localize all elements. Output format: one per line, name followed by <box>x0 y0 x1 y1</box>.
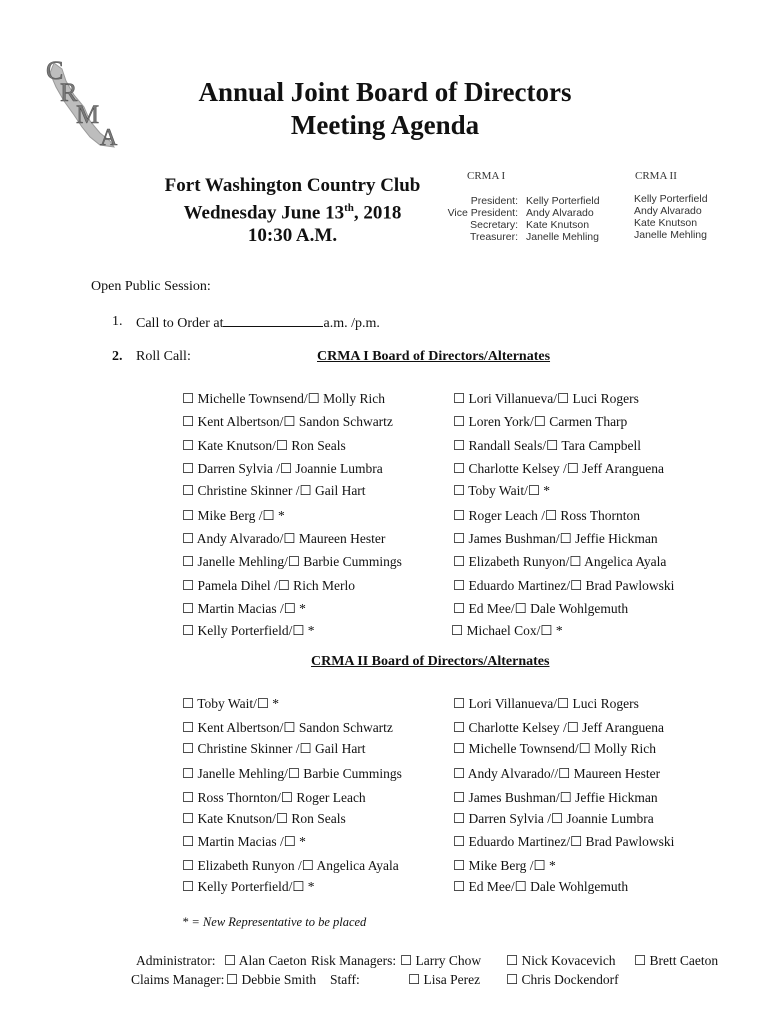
roll-call-entry[interactable]: ☐ Janelle Mehling/☐ Barbie Cummings <box>182 766 402 781</box>
risk-manager-entry[interactable]: ☐ Nick Kovacevich <box>506 953 616 968</box>
roll-call-entry[interactable]: ☐ Roger Leach /☐ Ross Thornton <box>453 508 641 523</box>
roll-call-entry[interactable]: ☐ Janelle Mehling/☐ Barbie Cummings <box>182 554 402 569</box>
venue-name: Fort Washington Country Club <box>164 175 421 196</box>
roll-call-entry[interactable]: ☐ Darren Sylvia /☐ Joannie Lumbra <box>182 461 383 476</box>
claims-manager-entry[interactable]: ☐ Debbie Smith <box>226 972 317 987</box>
risk-managers-label: Risk Managers: <box>311 953 397 968</box>
date-ordinal: th <box>344 202 354 214</box>
roll-call-entry[interactable]: ☐ Kelly Porterfield/☐ * <box>182 879 315 894</box>
item-number: 1. <box>112 314 123 329</box>
officer-name: Kate Knutson <box>634 217 698 229</box>
roll-call-entry[interactable]: ☐ Charlotte Kelsey /☐ Jeff Aranguena <box>453 720 665 735</box>
roll-call-entry[interactable]: ☐ Pamela Dihel /☐ Rich Merlo <box>182 578 356 593</box>
date-text: Wednesday June 13 <box>183 202 345 224</box>
crma1-officer-labels <box>440 195 518 243</box>
crma-logo <box>40 55 128 150</box>
roll-call-entry[interactable]: ☐ Christine Skinner /☐ Gail Hart <box>182 483 366 498</box>
roll-call-entry[interactable]: ☐ Lori Villanueva/☐ Luci Rogers <box>453 696 639 711</box>
roll-call-entry[interactable]: ☐ Michelle Townsend/☐ Molly Rich <box>182 391 385 406</box>
svg-text:A: A <box>100 125 118 150</box>
roll-call-entry[interactable]: ☐ Martin Macias /☐ * <box>182 601 306 616</box>
administrator-label: Administrator: <box>136 953 216 968</box>
item-number: 2. <box>112 349 123 364</box>
roll-call-entry[interactable]: ☐ James Bushman/☐ Jeffie Hickman <box>453 531 658 546</box>
crma2-board-heading: CRMA II Board of Directors/Alternates <box>311 654 550 669</box>
roll-call-entry[interactable]: ☐ James Bushman/☐ Jeffie Hickman <box>453 790 658 805</box>
roll-call-entry[interactable]: ☐ Randall Seals/☐ Tara Campbell <box>453 438 641 453</box>
officer-name: Kate Knutson <box>526 219 590 231</box>
officer-label: President: <box>470 195 518 207</box>
roll-call-entry[interactable]: ☐ Michael Cox/☐ * <box>451 623 563 638</box>
crma1-officers-heading: CRMA I <box>467 170 506 182</box>
crma1-officer-names <box>526 195 600 243</box>
session-heading: Open Public Session: <box>91 279 211 294</box>
meeting-venue-block <box>140 174 445 247</box>
claims-manager-label: Claims Manager: <box>131 972 225 987</box>
title-line-2: Meeting Agenda <box>290 110 480 140</box>
staff-entry[interactable]: ☐ Lisa Perez <box>408 972 481 987</box>
roll-call-entry[interactable]: ☐ Michelle Townsend/☐ Molly Rich <box>453 741 656 756</box>
roll-call-entry[interactable]: ☐ Mike Berg /☐ * <box>453 858 556 873</box>
roll-call-entry[interactable]: ☐ Kent Albertson/☐ Sandon Schwartz <box>182 414 393 429</box>
svg-text:R: R <box>60 78 78 107</box>
administrator-entry[interactable]: ☐ Alan Caeton <box>224 953 307 968</box>
officer-name: Janelle Mehling <box>526 231 599 243</box>
svg-text:M: M <box>76 100 100 129</box>
roll-call-entry[interactable]: ☐ Darren Sylvia /☐ Joannie Lumbra <box>453 811 654 826</box>
officer-name: Kelly Porterfield <box>634 193 708 205</box>
crma1-board-heading: CRMA I Board of Directors/Alternates <box>317 349 551 364</box>
officer-label: Treasurer: <box>469 231 518 243</box>
crma2-officer-names <box>634 193 708 241</box>
officer-label: Secretary: <box>470 219 518 231</box>
call-to-order-label: Call to Order at <box>136 316 224 331</box>
roll-call-entry[interactable]: ☐ Lori Villanueva/☐ Luci Rogers <box>453 391 639 406</box>
call-to-order-item <box>136 314 380 332</box>
title-line-1: Annual Joint Board of Directors <box>198 77 572 107</box>
roll-call-entry[interactable]: ☐ Martin Macias /☐ * <box>182 834 306 849</box>
date-year: , 2018 <box>353 202 402 224</box>
roll-call-entry[interactable]: ☐ Elizabeth Runyon/☐ Angelica Ayala <box>453 554 667 569</box>
roll-call-label: Roll Call: <box>136 349 191 364</box>
new-representative-note: * = New Representative to be placed <box>182 915 367 929</box>
roll-call-entry[interactable]: ☐ Andy Alvarado//☐ Maureen Hester <box>453 766 661 781</box>
crma2-officers-heading: CRMA II <box>635 170 677 182</box>
risk-manager-entry[interactable]: ☐ Larry Chow <box>400 953 482 968</box>
roll-call-entry[interactable]: ☐ Eduardo Martinez/☐ Brad Pawlowski <box>453 578 675 593</box>
staff-entry[interactable]: ☐ Chris Dockendorf <box>506 972 619 987</box>
ampm-label: a.m. /p.m. <box>323 316 380 331</box>
roll-call-entry[interactable]: ☐ Mike Berg /☐ * <box>182 508 285 523</box>
svg-text:C: C <box>46 56 64 85</box>
roll-call-entry[interactable]: ☐ Andy Alvarado/☐ Maureen Hester <box>182 531 386 546</box>
roll-call-entry[interactable]: ☐ Ed Mee/☐ Dale Wohlgemuth <box>453 601 629 616</box>
roll-call-entry[interactable]: ☐ Toby Wait/☐ * <box>182 696 280 711</box>
roll-call-entry[interactable]: ☐ Kelly Porterfield/☐ * <box>182 623 315 638</box>
agenda-title <box>130 76 640 142</box>
roll-call-entry[interactable]: ☐ Kent Albertson/☐ Sandon Schwartz <box>182 720 393 735</box>
roll-call-entry[interactable]: ☐ Christine Skinner /☐ Gail Hart <box>182 741 366 756</box>
roll-call-entry[interactable]: ☐ Toby Wait/☐ * <box>453 483 551 498</box>
risk-manager-entry[interactable]: ☐ Brett Caeton <box>634 953 719 968</box>
roll-call-entry[interactable]: ☐ Ed Mee/☐ Dale Wohlgemuth <box>453 879 629 894</box>
officer-name: Janelle Mehling <box>634 229 707 241</box>
roll-call-entry[interactable]: ☐ Charlotte Kelsey /☐ Jeff Aranguena <box>453 461 665 476</box>
roll-call-entry[interactable]: ☐ Ross Thornton/☐ Roger Leach <box>182 790 366 805</box>
meeting-date <box>140 197 445 224</box>
roll-call-entry[interactable]: ☐ Kate Knutson/☐ Ron Seals <box>182 438 346 453</box>
officer-name: Kelly Porterfield <box>526 195 600 207</box>
officer-name: Andy Alvarado <box>634 205 702 217</box>
officer-name: Andy Alvarado <box>526 207 594 219</box>
roll-call-entry[interactable]: ☐ Elizabeth Runyon /☐ Angelica Ayala <box>182 858 399 873</box>
roll-call-entry[interactable]: ☐ Eduardo Martinez/☐ Brad Pawlowski <box>453 834 675 849</box>
staff-label: Staff: <box>330 972 360 987</box>
roll-call-entry[interactable]: ☐ Kate Knutson/☐ Ron Seals <box>182 811 346 826</box>
meeting-time: 10:30 A.M. <box>247 225 338 247</box>
time-blank-line <box>223 314 323 327</box>
roll-call-entry[interactable]: ☐ Loren York/☐ Carmen Tharp <box>453 414 628 429</box>
officer-label: Vice President: <box>447 207 518 219</box>
